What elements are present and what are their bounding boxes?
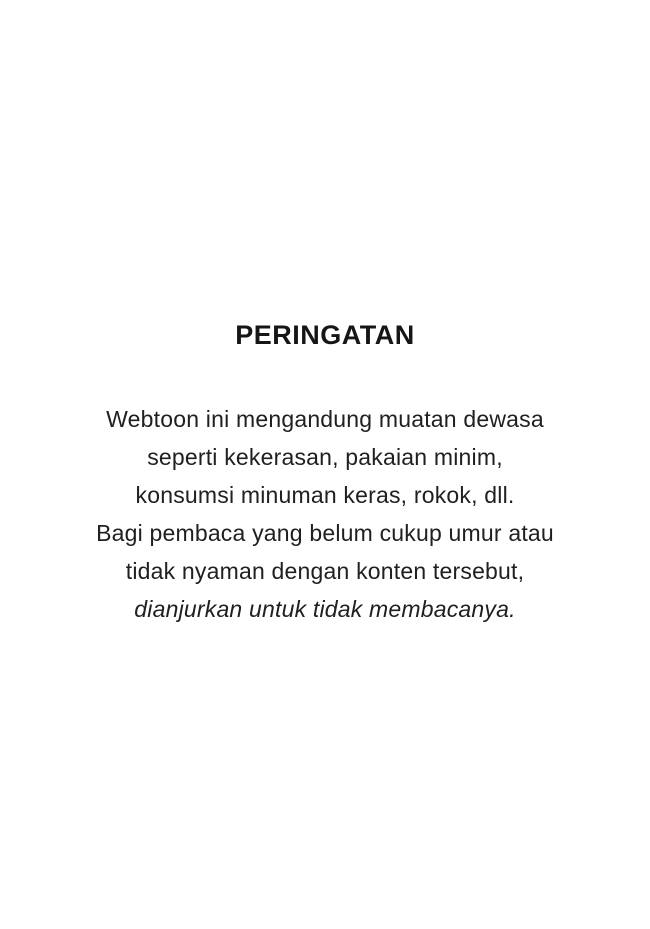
- warning-text-block: [0, 400, 650, 628]
- warning-line-2: seperti kekerasan, pakaian minim,: [147, 444, 503, 470]
- warning-line-6: dianjurkan untuk tidak membacanya.: [134, 596, 516, 622]
- warning-line-3: konsumsi minuman keras, rokok, dll.: [135, 482, 515, 508]
- warning-line-1: Webtoon ini mengandung muatan dewasa: [106, 406, 544, 432]
- warning-line-5: tidak nyaman dengan konten tersebut,: [125, 558, 525, 584]
- warning-title: PERINGATAN: [235, 320, 415, 350]
- warning-line-4: Bagi pembaca yang belum cukup umur atau: [96, 520, 554, 546]
